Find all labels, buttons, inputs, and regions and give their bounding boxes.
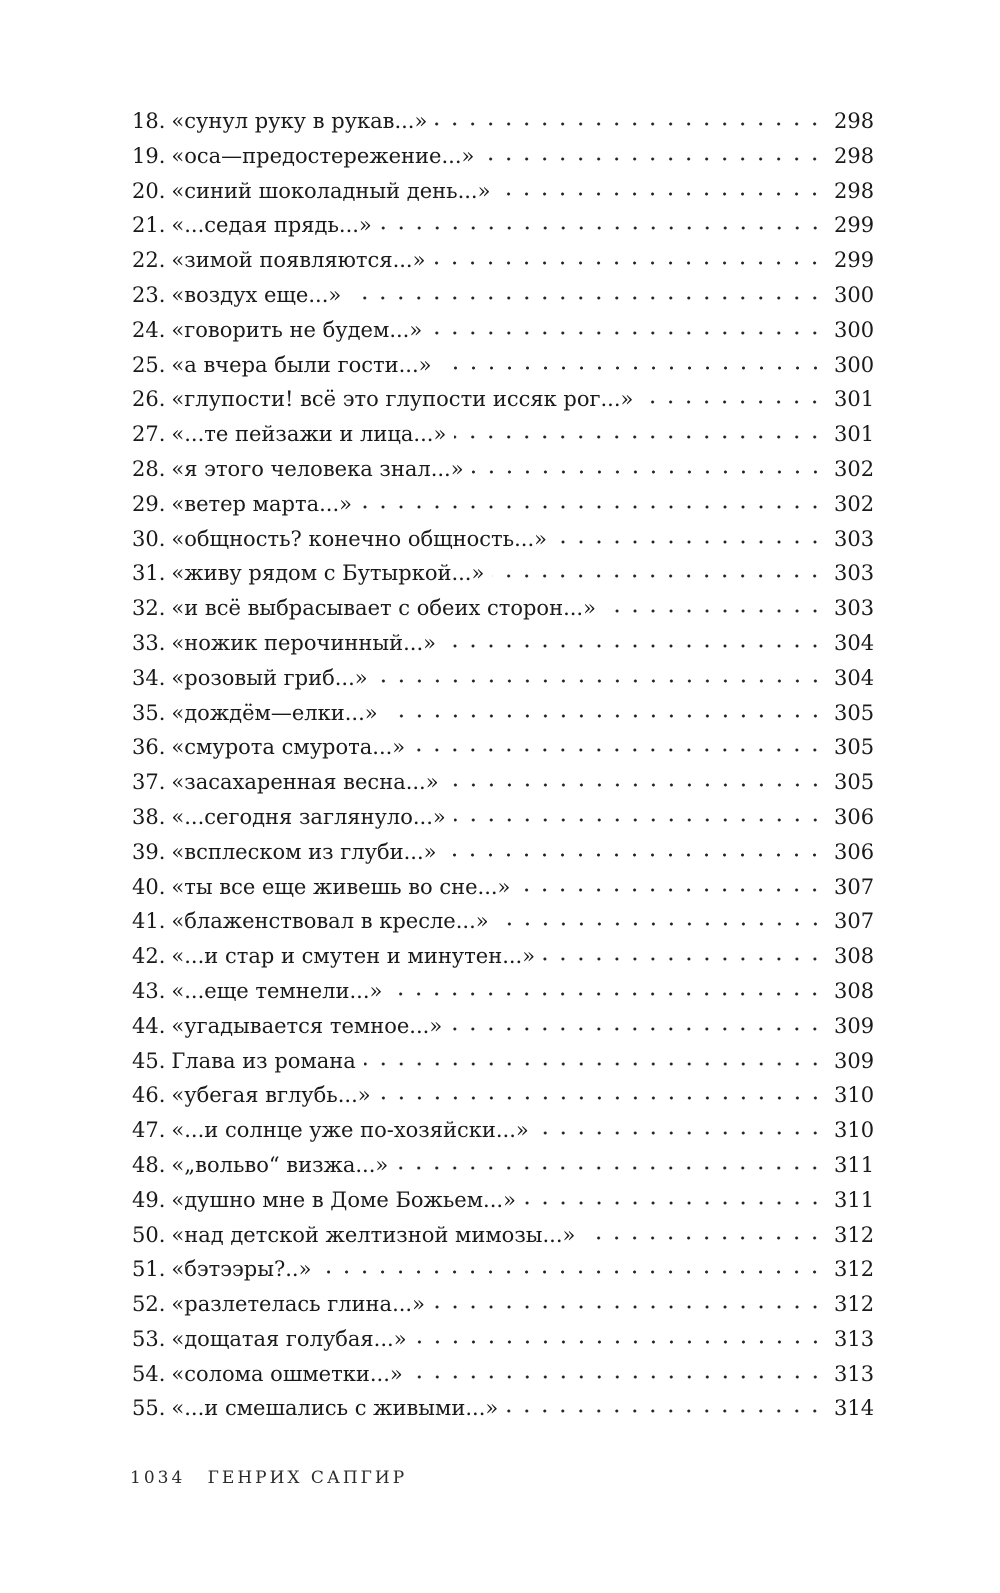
table-of-contents [132, 104, 874, 1426]
toc-entry-page: 311 [834, 1187, 875, 1212]
toc-entry [132, 800, 874, 835]
toc-entry-page: 300 [834, 282, 875, 307]
toc-entry-title: «сунул руку в рукав...» [171, 109, 428, 133]
dot-leader [447, 783, 824, 787]
toc-entry-title: «...сегодня заглянуло...» [171, 804, 446, 829]
toc-entry [132, 348, 874, 383]
toc-entry-number: 29. [132, 491, 166, 516]
toc-entry-page: 303 [834, 561, 875, 586]
toc-entry [132, 243, 874, 278]
dot-leader [376, 679, 824, 683]
toc-entry-number: 53. [132, 1326, 166, 1351]
toc-entry-page: 313 [834, 1361, 875, 1386]
toc-entry-number: 50. [132, 1222, 166, 1247]
toc-entry [132, 556, 874, 591]
toc-entry-title: «общность? конечно общность...» [171, 526, 547, 551]
toc-entry [132, 417, 874, 452]
toc-entry [132, 939, 874, 974]
toc-entry-title: «убегая вглубь...» [171, 1083, 371, 1108]
toc-entry-title: «...седая прядь...» [171, 213, 372, 238]
dot-leader [430, 331, 824, 335]
dot-leader [379, 1096, 824, 1100]
toc-entry-number: 23. [132, 282, 166, 307]
toc-entry-number: 48. [132, 1152, 166, 1177]
dot-leader [454, 435, 824, 439]
toc-entry [132, 974, 874, 1009]
toc-entry-page: 311 [834, 1152, 875, 1177]
toc-entry [132, 522, 874, 557]
toc-entry-page: 310 [834, 1118, 875, 1143]
toc-entry [132, 661, 874, 696]
toc-entry-title: «оса—предостережение...» [171, 143, 475, 168]
toc-entry-title: «воздух еще...» [171, 282, 342, 307]
dot-leader [364, 1062, 824, 1066]
dot-leader [349, 296, 824, 300]
toc-entry-title: «...те пейзажи и лица...» [171, 422, 447, 447]
toc-entry [132, 174, 874, 209]
toc-entry-title: «бэтээры?..» [171, 1257, 312, 1282]
toc-entry-number: 44. [132, 1013, 166, 1038]
dot-leader [380, 226, 824, 230]
toc-entry-page: 305 [834, 735, 875, 760]
toc-entry-title: «ветер марта...» [171, 491, 352, 516]
toc-entry-title: «ты все еще живешь во сне...» [171, 874, 511, 899]
dot-leader [506, 1409, 824, 1413]
dot-leader [444, 644, 824, 648]
dot-leader [411, 1375, 824, 1379]
toc-entry [132, 278, 874, 313]
toc-entry-title: «угадывается темное...» [171, 1013, 443, 1038]
toc-entry [132, 1357, 874, 1392]
toc-entry-number: 22. [132, 248, 166, 273]
dot-leader [543, 957, 824, 961]
dot-leader [492, 574, 824, 578]
toc-entry-title: «и всё выбрасывает с обеих сторон...» [171, 596, 596, 621]
toc-entry-title: «дождём—елки...» [171, 700, 378, 725]
page-number: 1034 [130, 1468, 186, 1488]
toc-entry-title: «синий шоколадный день...» [171, 178, 491, 203]
toc-entry [132, 1287, 874, 1322]
toc-entry-page: 309 [834, 1048, 875, 1073]
toc-entry-number: 47. [132, 1118, 166, 1143]
toc-entry [132, 208, 874, 243]
dot-leader [415, 1340, 824, 1344]
toc-entry-number: 21. [132, 213, 166, 238]
toc-entry-page: 308 [834, 978, 875, 1003]
toc-entry-page: 312 [834, 1292, 875, 1317]
dot-leader [482, 157, 824, 161]
toc-entry-page: 304 [834, 665, 875, 690]
dot-leader [524, 1201, 824, 1205]
toc-entry-number: 51. [132, 1257, 166, 1282]
toc-entry-page: 298 [834, 109, 875, 133]
dot-leader [518, 888, 824, 892]
toc-entry [132, 382, 874, 417]
toc-entry-title: «розовый гриб...» [171, 665, 368, 690]
toc-entry-title: «всплеском из глуби...» [171, 839, 437, 864]
toc-entry-title: «солома ошметки...» [171, 1361, 403, 1386]
toc-entry-title: «...и стар и смутен и минутен...» [171, 944, 536, 969]
toc-entry-page: 304 [834, 630, 875, 655]
toc-entry-number: 26. [132, 387, 166, 412]
toc-entry-number: 49. [132, 1187, 166, 1212]
toc-entry [132, 1322, 874, 1357]
toc-entry [132, 696, 874, 731]
toc-entry-page: 303 [834, 596, 875, 621]
toc-entry [132, 1148, 874, 1183]
toc-entry-title: «ножик перочинный...» [171, 630, 436, 655]
toc-entry-page: 302 [834, 456, 875, 481]
toc-entry [132, 1044, 874, 1079]
toc-entry-number: 38. [132, 804, 166, 829]
toc-entry-number: 42. [132, 944, 166, 969]
toc-entry-page: 305 [834, 700, 875, 725]
toc-entry [132, 104, 874, 139]
toc-entry-number: 19. [132, 143, 166, 168]
toc-entry-page: 307 [834, 874, 875, 899]
toc-entry-number: 20. [132, 178, 166, 203]
toc-entry-title: «я этого человека знал...» [171, 456, 464, 481]
dot-leader [444, 853, 824, 857]
toc-entry-page: 301 [834, 387, 875, 412]
toc-entry-page: 303 [834, 526, 875, 551]
toc-entry [132, 139, 874, 174]
toc-entry [132, 765, 874, 800]
toc-entry-number: 34. [132, 665, 166, 690]
dot-leader [497, 922, 824, 926]
toc-entry-page: 300 [834, 352, 875, 377]
toc-entry-page: 307 [834, 909, 875, 934]
dot-leader [440, 366, 825, 370]
toc-entry-number: 25. [132, 352, 166, 377]
dot-leader [396, 1166, 824, 1170]
running-footer [130, 1468, 407, 1488]
toc-entry [132, 1183, 874, 1218]
toc-entry-number: 32. [132, 596, 166, 621]
toc-entry [132, 1391, 874, 1426]
toc-entry-title: «душно мне в Доме Божьем...» [171, 1187, 516, 1212]
toc-entry-title: «а вчера были гости...» [171, 352, 432, 377]
toc-entry-page: 299 [834, 248, 875, 273]
toc-entry-title: «смурота смурота...» [171, 735, 406, 760]
toc-entry [132, 313, 874, 348]
toc-entry-page: 302 [834, 491, 875, 516]
toc-entry-number: 27. [132, 422, 166, 447]
dot-leader [433, 261, 824, 265]
toc-entry-page: 313 [834, 1326, 875, 1351]
toc-entry-title: «глупости! всё это глупости иссяк рог...» [171, 387, 634, 412]
dot-leader [450, 1027, 824, 1031]
toc-entry-number: 33. [132, 630, 166, 655]
toc-entry-number: 55. [132, 1396, 166, 1421]
dot-leader [537, 1131, 824, 1135]
toc-entry-number: 24. [132, 317, 166, 342]
dot-leader [454, 818, 824, 822]
toc-entry-number: 18. [132, 109, 166, 133]
toc-entry-number: 41. [132, 909, 166, 934]
toc-entry-title: «...и смешались с живыми...» [171, 1396, 499, 1421]
toc-entry-number: 39. [132, 839, 166, 864]
toc-entry-page: 314 [834, 1396, 875, 1421]
toc-entry [132, 730, 874, 765]
toc-entry-page: 306 [834, 839, 875, 864]
toc-entry-page: 306 [834, 804, 875, 829]
dot-leader [360, 505, 824, 509]
toc-entry-title: «разлетелась глина...» [171, 1292, 425, 1317]
toc-entry [132, 452, 874, 487]
toc-entry [132, 487, 874, 522]
toc-entry-page: 312 [834, 1222, 875, 1247]
toc-entry [132, 1218, 874, 1253]
toc-entry-number: 40. [132, 874, 166, 899]
dot-leader [386, 714, 824, 718]
author-name: ГЕНРИХ САПГИР [207, 1468, 408, 1488]
toc-entry-title: «зимой появляются...» [171, 248, 426, 273]
toc-entry-page: 300 [834, 317, 875, 342]
toc-entry-number: 52. [132, 1292, 166, 1317]
toc-entry-number: 45. [132, 1048, 166, 1073]
dot-leader [472, 470, 824, 474]
toc-entry [132, 1252, 874, 1287]
toc-entry-page: 298 [834, 143, 875, 168]
toc-entry-title: «...и солнце уже по-хозяйски...» [171, 1118, 529, 1143]
toc-entry-title: «говорить не будем...» [171, 317, 423, 342]
dot-leader [641, 400, 824, 404]
toc-entry-number: 36. [132, 735, 166, 760]
toc-entry [132, 1078, 874, 1113]
toc-entry-page: 299 [834, 213, 875, 238]
toc-entry-number: 43. [132, 978, 166, 1003]
toc-entry-title: Глава из романа [171, 1048, 356, 1073]
dot-leader [435, 122, 824, 126]
toc-entry [132, 904, 874, 939]
dot-leader [583, 1236, 824, 1240]
toc-entry-page: 309 [834, 1013, 875, 1038]
toc-entry [132, 591, 874, 626]
toc-entry-title: «...еще темнели...» [171, 978, 383, 1003]
toc-entry-number: 30. [132, 526, 166, 551]
toc-entry-title: «над детской желтизной мимозы...» [171, 1222, 576, 1247]
toc-entry-title: «дощатая голубая...» [171, 1326, 407, 1351]
dot-leader [433, 1305, 824, 1309]
toc-entry-number: 54. [132, 1361, 166, 1386]
toc-entry-page: 301 [834, 422, 875, 447]
toc-entry-title: «живу рядом с Бутыркой...» [171, 561, 485, 586]
dot-leader [319, 1270, 824, 1274]
toc-entry-page: 312 [834, 1257, 875, 1282]
toc-entry [132, 835, 874, 870]
toc-entry-title: «засахаренная весна...» [171, 770, 439, 795]
toc-entry [132, 1113, 874, 1148]
toc-entry-page: 310 [834, 1083, 875, 1108]
toc-entry-number: 46. [132, 1083, 166, 1108]
toc-entry-number: 28. [132, 456, 166, 481]
toc-entry [132, 626, 874, 661]
toc-entry [132, 1009, 874, 1044]
toc-entry-title: «„вольво“ визжа...» [171, 1152, 389, 1177]
toc-entry-page: 308 [834, 944, 875, 969]
dot-leader [390, 992, 824, 996]
dot-leader [555, 540, 824, 544]
dot-leader [604, 609, 824, 613]
dot-leader [413, 748, 824, 752]
toc-entry-page: 305 [834, 770, 875, 795]
toc-entry-number: 31. [132, 561, 166, 586]
toc-entry-number: 37. [132, 770, 166, 795]
dot-leader [498, 192, 824, 196]
toc-entry-title: «блаженствовал в кресле...» [171, 909, 489, 934]
toc-entry-number: 35. [132, 700, 166, 725]
toc-entry [132, 870, 874, 905]
toc-entry-page: 298 [834, 178, 875, 203]
